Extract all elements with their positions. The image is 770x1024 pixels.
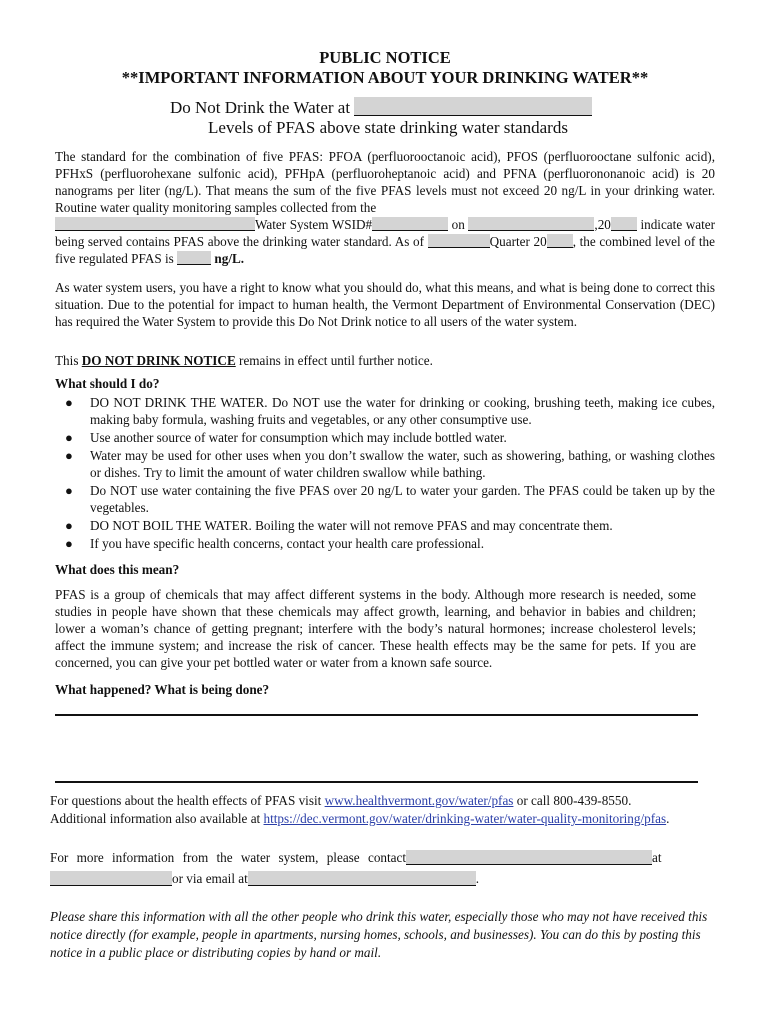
contact-phone-field[interactable] [50, 871, 172, 886]
location-field[interactable] [354, 97, 592, 116]
contact-email-field[interactable] [248, 871, 476, 886]
what-mean-heading: What does this mean? [55, 562, 180, 577]
list-item: ● DO NOT BOIL THE WATER. Boiling the water will not remove PFAS and may concentrate them. [65, 518, 613, 533]
water-system-contact-line: For more information from the water system, please contact at [50, 850, 662, 865]
unit-label: ng/L. [214, 251, 245, 266]
what-should-list [55, 394, 715, 553]
levels-heading: Levels of PFAS above state drinking water standards [208, 118, 568, 137]
pfas-level-field[interactable] [177, 251, 211, 265]
notice-effect-line [55, 352, 715, 369]
wsid-label: Water System WSID# [255, 217, 373, 232]
notice-subtitle: **IMPORTANT INFORMATION ABOUT YOUR DRINKING WATER** [121, 68, 649, 87]
bullet-icon: ● [65, 483, 73, 498]
list-item: ● Do NOT use water containing the five PFAS over 20 ng/L to water your garden. The PFAS could be taken up by the vegetables. [65, 483, 715, 515]
bullet-icon: ● [65, 430, 73, 445]
share-notice: Please share this information with all the other people who drink this water, especially those who may not have received this notice directly (for example, people in apartments, nursing homes, schools, and businesses). You can do this by posting this notice in a public place or distributing copies by hand or mail. [50, 909, 708, 960]
bullet-icon: ● [65, 395, 73, 410]
dec-link[interactable]: https://dec.vermont.gov/water/drinking-water/water-quality-monitoring/pfas [263, 811, 667, 826]
list-item: ● Water may be used for other uses when you don’t swallow the water, such as showering, bathing, or washing clothes or dishes. Try to limit the amount of water children swallow while bathing. [65, 448, 715, 480]
on-label: on [451, 217, 465, 232]
what-mean-paragraph: PFAS is a group of chemicals that may affect different systems in the body. Although more research is needed, some studies in people have shown that these chemicals may affect growth, learning, and behavior in babies and children; lower a woman’s chance of getting pregnant; interfere with the body’s natural hormones; increase cholesterol levels; affect the immune system; and increase the risk of cancer. These health effects may be the same for pets. If you are concerned, you can give your pet bottled water or water from a known safe source. [55, 587, 696, 670]
email-contact-line: or via email at . [50, 870, 715, 888]
quarter-field[interactable] [428, 234, 490, 248]
quarter-label: Quarter 20 [489, 234, 547, 249]
water-system-name-field[interactable] [55, 217, 255, 231]
health-link[interactable]: www.healthvermont.gov/water/pfas [324, 793, 514, 808]
what-happened-heading: What happened? What is being done? [55, 682, 270, 697]
contact-name-field[interactable] [406, 850, 652, 865]
do-not-drink-label: Do Not Drink the Water at [170, 98, 351, 117]
indicate-label: indicate [640, 217, 683, 232]
intro-text-a: The standard for the combination of five PFAS: PFOA (perfluorooctanoic acid), PFOS (perfluorooctane sulfonic acid), PFHxS (perfluorohexane sulfonic acid), PFHpA (perfluoroheptanoic acid) and PFNA (perfluorononanoic acid) is 20 nanograms per liter (ng/L). That means the sum of the five PFAS levels must not exceed 20 ng/L in your drinking water. Routine water quality monitoring samples collected from the [55, 149, 715, 215]
bullet-icon: ● [65, 518, 73, 533]
notice-this: This [55, 353, 79, 368]
intro-text-c: , the combined level of the five regulated PFAS is [55, 234, 716, 266]
notice-emphasis: DO NOT DRINK NOTICE [81, 353, 236, 368]
additional-info-line: Additional information also available at https://dec.vermont.gov/water/drinking-water/water-quality-monitoring/pfas. [50, 811, 670, 826]
intro-paragraph [55, 148, 715, 267]
list-item: ● Use another source of water for consumption which may include bottled water. [65, 430, 507, 445]
what-should-heading: What should I do? [55, 376, 160, 391]
quarter-year-field[interactable] [547, 234, 573, 248]
notice-title: PUBLIC NOTICE [319, 48, 451, 67]
notice-rest: remains in effect until further notice. [239, 353, 433, 368]
health-contact-line: For questions about the health effects of PFAS visit www.healthvermont.gov/water/pfas or call 800-439-8550. [50, 793, 632, 808]
year-prefix: ,20 [594, 217, 611, 232]
list-item: ● DO NOT DRINK THE WATER. Do NOT use the water for drinking or cooking, brushing teeth, making ice cubes, making baby formula, washing fruits and vegetables, or any other consumptive use. [65, 395, 715, 427]
intro-text-b: water being served contains PFAS above the drinking water standard. As of [55, 217, 716, 249]
sample-date-field[interactable] [468, 217, 594, 231]
bullet-icon: ● [65, 536, 73, 551]
do-not-drink-line [170, 97, 592, 118]
response-line-2[interactable] [55, 781, 698, 783]
bullet-icon: ● [65, 448, 73, 463]
wsid-field[interactable] [372, 217, 448, 231]
response-line-1[interactable] [55, 714, 698, 716]
rights-paragraph: As water system users, you have a right to know what you should do, what this means, and what is being done to correct this situation. Due to the potential for impact to human health, the Vermont Department of Environmental Conservation (DEC) has required the Water System to provide this Do Not Drink notice to all users of the water system. [55, 280, 715, 329]
sample-year-field[interactable] [611, 217, 637, 231]
list-item: ● If you have specific health concerns, contact your health care professional. [65, 536, 484, 551]
